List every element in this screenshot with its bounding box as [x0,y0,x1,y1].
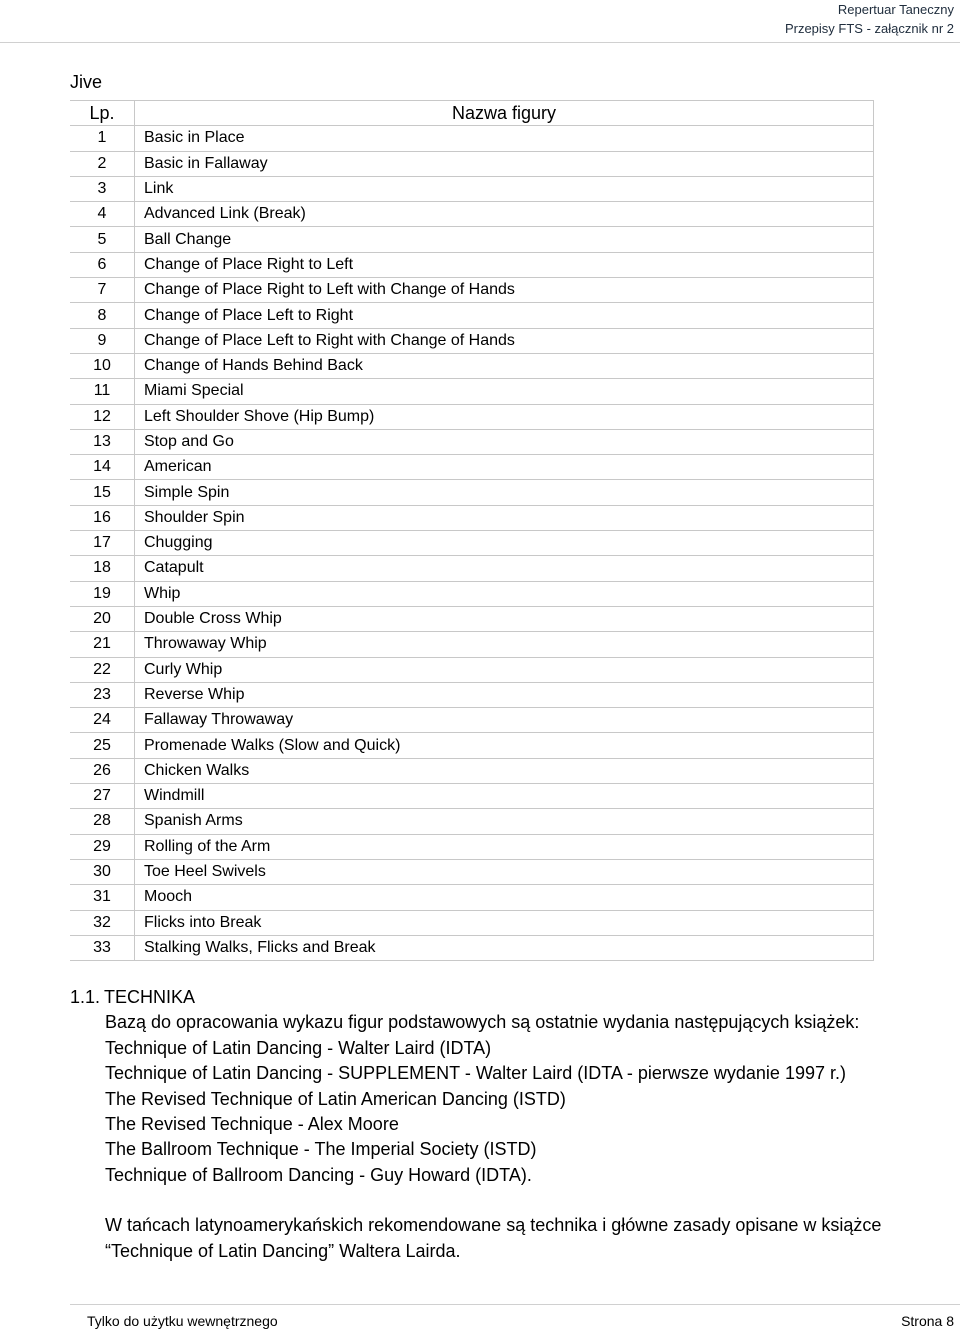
row-number: 21 [70,632,135,657]
row-number: 29 [70,834,135,859]
row-number: 10 [70,353,135,378]
technika-line: The Revised Technique - Alex Moore [105,1114,399,1135]
row-number: 24 [70,708,135,733]
table-row [70,733,874,758]
row-number: 19 [70,581,135,606]
table-row [70,278,874,303]
table-row [70,252,874,277]
figure-name: Chicken Walks [135,758,874,783]
table-row [70,708,874,733]
table-row [70,126,874,151]
figure-name: Change of Place Left to Right with Change of Hands [135,328,874,353]
table-row [70,176,874,201]
table-row [70,885,874,910]
figure-name: Whip [135,581,874,606]
table-row [70,556,874,581]
table-row [70,404,874,429]
row-number: 31 [70,885,135,910]
figure-name: Ball Change [135,227,874,252]
footer-divider [70,1304,960,1305]
technika-title: TECHNIKA [104,987,196,1007]
table-row [70,455,874,480]
technika-heading [70,985,935,1010]
table-row [70,859,874,884]
figure-name: Stalking Walks, Flicks and Break [135,935,874,960]
figure-name: Simple Spin [135,480,874,505]
row-number: 22 [70,657,135,682]
table-row [70,227,874,252]
row-number: 13 [70,429,135,454]
row-number: 27 [70,784,135,809]
row-number: 3 [70,176,135,201]
row-number: 15 [70,480,135,505]
figure-name: Throwaway Whip [135,632,874,657]
figure-name: Miami Special [135,379,874,404]
figures-table [70,100,874,961]
row-number: 33 [70,935,135,960]
row-number: 26 [70,758,135,783]
row-number: 32 [70,910,135,935]
row-number: 14 [70,455,135,480]
page-header [785,0,954,38]
figure-name: Link [135,176,874,201]
row-number: 30 [70,859,135,884]
row-number: 16 [70,505,135,530]
table-row [70,682,874,707]
table-body [70,126,874,961]
row-number: 12 [70,404,135,429]
technika-line: The Ballroom Technique - The Imperial Society (ISTD) [105,1139,537,1160]
row-number: 18 [70,556,135,581]
technika-line: Technique of Ballroom Dancing - Guy Howard (IDTA). [105,1164,532,1185]
row-number: 8 [70,303,135,328]
technika-line: The Revised Technique of Latin American Dancing (ISTD) [105,1088,566,1109]
figure-name: Spanish Arms [135,809,874,834]
figure-name: Mooch [135,885,874,910]
row-number: 4 [70,202,135,227]
figure-name: Change of Place Left to Right [135,303,874,328]
column-header-name: Nazwa figury [135,101,874,126]
table-row [70,328,874,353]
table-row [70,353,874,378]
figure-name: Basic in Place [135,126,874,151]
table-row [70,758,874,783]
technika-line: Technique of Latin Dancing - SUPPLEMENT - Walter Laird (IDTA - pierwsze wydanie 1997 r.) [105,1063,846,1084]
figure-name: Left Shoulder Shove (Hip Bump) [135,404,874,429]
figure-name: Rolling of the Arm [135,834,874,859]
header-divider [0,42,960,43]
column-header-lp: Lp. [70,101,135,126]
table-row [70,303,874,328]
table-header-row [70,101,874,126]
figure-name: Change of Place Right to Left with Change of Hands [135,278,874,303]
technika-body [70,1010,935,1188]
row-number: 2 [70,151,135,176]
row-number: 5 [70,227,135,252]
table-row [70,935,874,960]
figure-name: Advanced Link (Break) [135,202,874,227]
page-number: Strona 8 [901,1313,954,1329]
row-number: 1 [70,126,135,151]
figure-name: American [135,455,874,480]
table-row [70,202,874,227]
figure-name: Double Cross Whip [135,606,874,631]
figure-name: Shoulder Spin [135,505,874,530]
figure-name: Basic in Fallaway [135,151,874,176]
figure-name: Windmill [135,784,874,809]
table-row [70,606,874,631]
footer-note: Tylko do użytku wewnętrznego [87,1313,278,1329]
header-subtitle: Przepisy FTS - załącznik nr 2 [784,21,954,36]
figure-name: Change of Place Right to Left [135,252,874,277]
row-number: 23 [70,682,135,707]
header-title: Repertuar Taneczny [837,2,954,17]
row-number: 17 [70,531,135,556]
row-number: 20 [70,606,135,631]
table-row [70,505,874,530]
table-row [70,834,874,859]
row-number: 9 [70,328,135,353]
row-number: 25 [70,733,135,758]
table-row [70,581,874,606]
table-row [70,809,874,834]
technika-line: Bazą do opracowania wykazu figur podstawowych są ostatnie wydania następujących książek: [105,1012,860,1033]
table-row [70,379,874,404]
figure-name: Fallaway Throwaway [135,708,874,733]
section-title: Jive [70,72,103,92]
table-row [70,657,874,682]
technika-line: Technique of Latin Dancing - Walter Laird (IDTA) [105,1037,492,1058]
table-row [70,429,874,454]
table-row [70,480,874,505]
figure-name: Flicks into Break [135,910,874,935]
row-number: 28 [70,809,135,834]
row-number: 7 [70,278,135,303]
figure-name: Catapult [135,556,874,581]
technika-section [70,985,935,1264]
table-row [70,910,874,935]
figure-name: Chugging [135,531,874,556]
figure-name: Promenade Walks (Slow and Quick) [135,733,874,758]
figure-name: Reverse Whip [135,682,874,707]
figure-name: Curly Whip [135,657,874,682]
figure-name: Toe Heel Swivels [135,859,874,884]
technika-number: 1.1. [70,987,101,1007]
table-row [70,632,874,657]
figure-name: Stop and Go [135,429,874,454]
table-row [70,784,874,809]
table-row [70,151,874,176]
row-number: 6 [70,252,135,277]
table-row [70,531,874,556]
figure-name: Change of Hands Behind Back [135,353,874,378]
technika-note: W tańcach latynoamerykańskich rekomendowane są technika i główne zasady opisane w książce “Technique of Latin Dancing” Waltera Lairda. [105,1215,882,1261]
row-number: 11 [70,379,135,404]
